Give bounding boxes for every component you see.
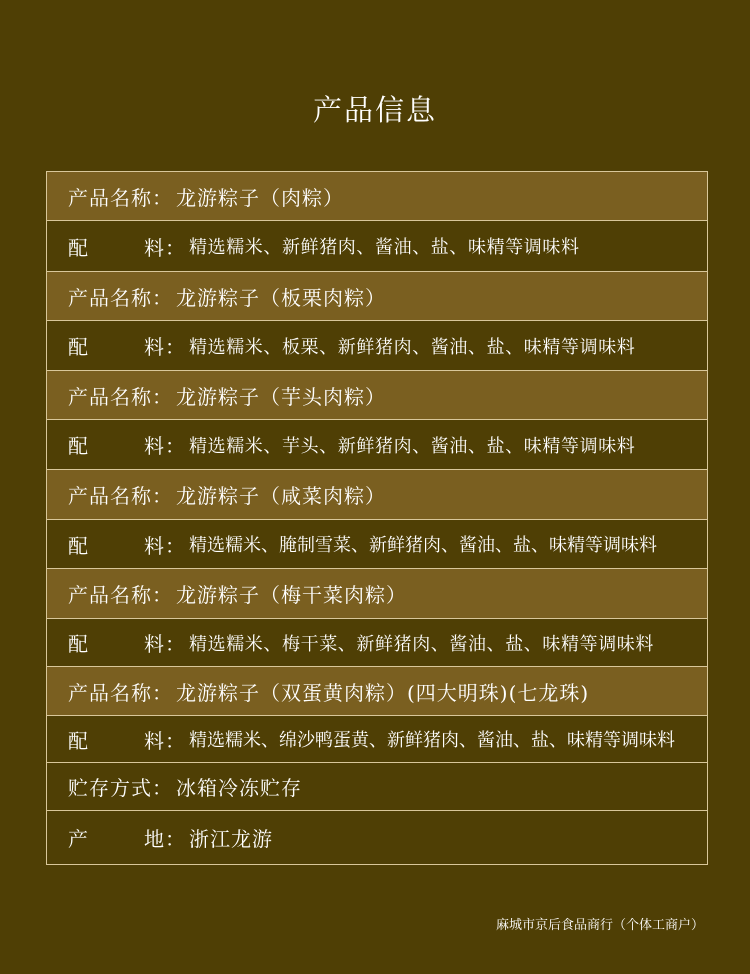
storage-row: [47, 762, 707, 810]
product-name-row: [47, 172, 707, 220]
product-name-label: 产品名称: [68, 583, 152, 607]
product-name-value: 龙游粽子（咸菜肉粽）: [176, 484, 386, 508]
ingredients-value: 精选糯米、腌制雪菜、新鲜猪肉、酱油、盐、味精等调味料: [189, 535, 657, 556]
colon: ：: [152, 185, 172, 210]
ingredients-label-char2: 料: [144, 434, 165, 458]
product-name-label: 产品名称: [68, 285, 152, 310]
ingredients-label-char1: 配: [68, 335, 89, 359]
colon: ：: [152, 680, 172, 705]
ingredients-label-char2: 料: [144, 235, 165, 260]
ingredients-value: 精选糯米、绵沙鸭蛋黄、新鲜猪肉、酱油、盐、味精等调味料: [189, 730, 675, 751]
ingredients-row: [47, 715, 707, 762]
product-name-value: 龙游粽子（双蛋黄肉粽）(四大明珠)(七龙珠): [176, 680, 590, 705]
ingredients-label-char2: 料: [144, 533, 165, 558]
ingredients-value: 精选糯米、梅干菜、新鲜猪肉、酱油、盐、味精等调味料: [189, 633, 654, 655]
origin-label-char2: 地: [144, 827, 165, 851]
ingredients-row: [47, 220, 707, 271]
ingredients-label-char2: 料: [144, 632, 165, 656]
colon: ：: [152, 776, 172, 800]
origin-label-char1: 产: [68, 827, 89, 851]
merchant-footer: 麻城市京后食品商行（个体工商户）: [495, 918, 704, 933]
product-name-row: [47, 370, 707, 419]
product-name-value: 龙游粽子（肉粽）: [176, 185, 344, 210]
ingredients-row: [47, 320, 707, 370]
colon: ：: [165, 728, 185, 753]
ingredients-label: [68, 530, 165, 559]
origin-value: 浙江龙游: [189, 827, 273, 851]
product-name-row: [47, 666, 707, 715]
ingredients-row: [47, 419, 707, 469]
product-name-value: 龙游粽子（板栗肉粽）: [176, 285, 386, 310]
ingredients-row: [47, 618, 707, 666]
ingredients-value: 精选糯米、芋头、新鲜猪肉、酱油、盐、味精等调味料: [189, 435, 636, 457]
ingredients-label-char1: 配: [68, 434, 89, 458]
product-name-row: [47, 568, 707, 618]
colon: ：: [165, 533, 185, 558]
product-name-row: [47, 271, 707, 320]
ingredients-label: [68, 430, 165, 459]
product-name-label: 产品名称: [68, 384, 152, 409]
product-name-label: 产品名称: [68, 185, 152, 210]
ingredients-label-char2: 料: [144, 728, 165, 753]
product-name-value: 龙游粽子（芋头肉粽）: [176, 384, 386, 409]
ingredients-value: 精选糯米、新鲜猪肉、酱油、盐、味精等调味料: [189, 237, 580, 258]
colon: ：: [165, 632, 185, 656]
colon: ：: [152, 484, 172, 508]
ingredients-label-char1: 配: [68, 235, 89, 260]
product-name-row: [47, 469, 707, 519]
ingredients-label: [68, 628, 165, 657]
colon: ：: [165, 434, 185, 458]
ingredients-label: [68, 331, 165, 360]
colon: ：: [165, 235, 185, 260]
colon: ：: [165, 335, 185, 359]
ingredients-label-char1: 配: [68, 728, 89, 753]
ingredients-row: [47, 519, 707, 568]
colon: ：: [165, 827, 185, 851]
page-title: 产品信息: [312, 93, 437, 127]
product-info-table: [46, 171, 708, 865]
colon: ：: [152, 384, 172, 409]
storage-value: 冰箱冷冻贮存: [176, 776, 302, 800]
origin-row: [47, 810, 707, 864]
ingredients-label-char1: 配: [68, 533, 89, 558]
product-name-label: 产品名称: [68, 680, 152, 705]
ingredients-label-char1: 配: [68, 632, 89, 656]
product-name-label: 产品名称: [68, 484, 152, 508]
colon: ：: [152, 583, 172, 607]
ingredients-label: [68, 232, 165, 261]
ingredients-value: 精选糯米、板栗、新鲜猪肉、酱油、盐、味精等调味料: [189, 336, 636, 358]
origin-label: [68, 823, 165, 852]
ingredients-label: [68, 725, 165, 754]
product-name-value: 龙游粽子（梅干菜肉粽）: [176, 583, 407, 607]
ingredients-label-char2: 料: [144, 335, 165, 359]
storage-label: 贮存方式: [68, 776, 152, 800]
colon: ：: [152, 285, 172, 310]
